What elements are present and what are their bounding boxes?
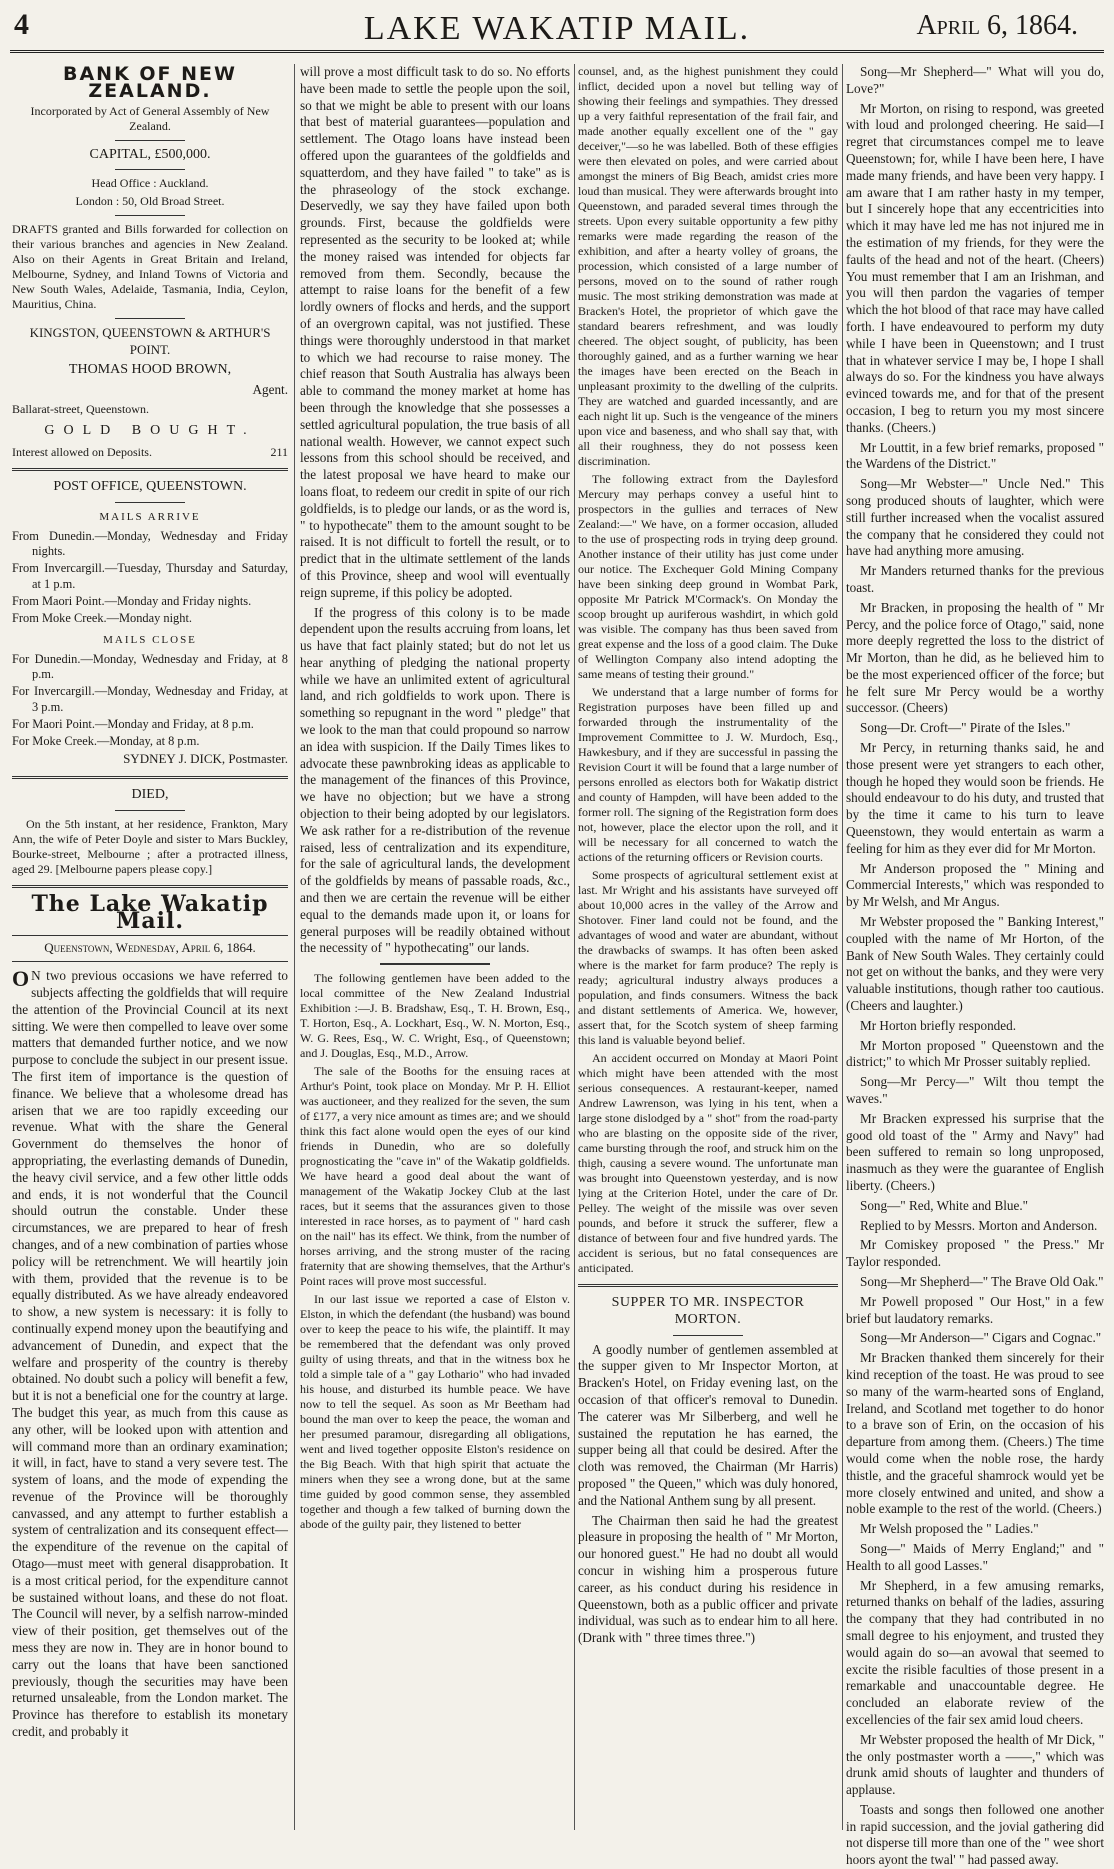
- effigies-item: counsel, and, as the highest punishment they could inflict, decided upon a novel but telling way of showing their feelings and sympathies. They dressed up a very faithful representation of the frail fair, and made another equally excellent one of the " gay deceiver,"—so he was labelled. Both of these effigies were then elevated on poles, and were carried about amongst the miners of Big Beach, amidst cries more loud than musical. They were afterwards brought into Queenstown, and paraded several times through the streets. Upon every suitable opportunity a few pithy remarks were made regarding the reason of the exhibition, and after a hearty volley of groans, the procession, which consisted of a large number of persons, moved on to the sound of rather rough music. The most striking demonstration was made at Bracken's Hotel, the proprietor of which gave the standard bearers refreshment, and was loudly cheered. The object sought, of publicity, has been thoroughly gained, and as a further warning we hear the images have been erected on the Beach in unpleasant proximity to the dwelling of the culprits. They are watched and guarded incessantly, and are each night lit up. Such is the vengeance of the miners upon vice and baseness, and who shall say that, with all their roughness, they do not possess keen discrimination.: [578, 64, 838, 468]
- divider: [12, 961, 288, 962]
- advert-number: 211: [270, 445, 288, 460]
- editorial-text: N two previous occasions we have referred to subjects affecting the goldfields that will require the attention of the Provincial Council at its next sitting. We were then compelled to leave over some matters that demanded further notice, and we now purpose to conclude the subject in our present issue. The first item of importance is the question of finance. We believe that a wholesome dread has arisen that we are too rapidly exceeding our revenue. What with the share the General Government do themselves the honor of appropriating, the everlasting demands of Dunedin, the heavy civil service, and a few other little odds and ends, it is not wonderful that the Council should outrun the constable. Under these circumstances, we are prepared to hear of fresh changes, and of a new combination of parties whose policy will be retrenchment. We will heartily join with them, provided that the revenue is to be equally distributed. As we have already endeavored to show, a new system is necessary: it is folly to continually expend money upon the beautifying and advancement of Dunedin, and expect that the welfare and prosperity of the country is thereby obtained. No doubt such a policy will benefit a few, but it is not a beneficial one for the country at large. The budget this year, as much from this cause as any other, will be looked upon with attention and will command more than an ordinary examination; it will, in fact, have to stand a very severe test. The system of loans, and the mode of expending the revenue of the Province will be thoroughly canvassed, and any attempt to further establish a system of centralization and its consequent effect—the expenditure of the revenue on the capital of Otago—must meet with general disapprobation. It is a most critical period, for the expenditure cannot be sustained without loans, and these do not float. The Council will never, by a selfish narrow-minded view of their position, get themselves out of the mess they are now in. They are in honor bound to carry out the loans that have been sanctioned previously, though the securities may have been returned unsaleable, from the London market. The Province has therefore to establish its monetary credit, and probably it: [12, 968, 288, 1740]
- editorial-dateline: Queenstown, Wednesday, April 6, 1864.: [44, 940, 256, 956]
- section-rule: [12, 885, 288, 888]
- died-notice: On the 5th instant, at her residence, Frankton, Mary Ann, the wife of Peter Doyle and sister to Mars Buckley, Bourke-street, Melbourne ; after a protracted illness, aged 29. [Melbourne papers please copy.]: [12, 816, 288, 876]
- bank-branch: KINGSTON, QUEENSTOWN & ARTHUR'S POINT.: [29, 325, 271, 358]
- mail-close-line: For Invercargill.—Monday, Wednesday and Friday, at 3 p.m.: [12, 684, 288, 714]
- supper-paragraph: Mr Morton proposed " Queenstown and the district;" to which Mr Prosser suitably replied.: [846, 1037, 1104, 1070]
- mail-arrive-line: From Maori Point.—Monday and Friday nights.: [12, 593, 252, 608]
- masthead: [10, 8, 1104, 54]
- divider: [115, 318, 185, 319]
- mail-arrive-line: From Invercargill.—Tuesday, Thursday and Saturday, at 1 p.m.: [12, 561, 288, 591]
- supper-paragraph: Mr Louttit, in a few brief remarks, proposed " the Wardens of the District.": [846, 439, 1104, 472]
- bank-capital: CAPITAL, £500,000.: [89, 146, 211, 162]
- divider: [115, 140, 185, 141]
- supper-paragraph: A goodly number of gentlemen assembled at the supper given to Mr Inspector Morton, at Bracken's Hotel, on Friday evening last, on the occasion of that officer's removal to Dunedin. The caterer was Mr Silberberg, and well he sustained the reputation he has earned, the supper being all that could be desired. After the cloth was removed, the Chairman (Mr Harris) proposed " the Queen," which was duly honored, and the National Anthem sung by all present.: [578, 1341, 838, 1508]
- column-divider: [294, 64, 295, 1830]
- supper-heading: SUPPER TO MR. INSPECTOR MORTON.: [611, 1295, 805, 1327]
- divider: [115, 502, 185, 503]
- supper-paragraph: Mr Bracken, in proposing the health of " Mr Percy, and the police force of Otago," said, none more deeply regretted the loss to the district of Mr Morton, than he did, as he believed him to be the most experienced officer of the force; but he felt sure Mr Percy would be a worthy successor. (Cheers): [846, 599, 1104, 716]
- supper-paragraph: Mr Bracken expressed his surprise that the good old toast of the " Army and Navy" had been suffered to remain so long unproposed, inasmuch as they were the guarantee of English liberty. (Cheers.): [846, 1110, 1104, 1193]
- gold-bought-notice: GOLD BOUGHT.: [44, 422, 256, 438]
- section-rule: [12, 776, 288, 779]
- divider: [12, 935, 288, 936]
- column-3: [578, 64, 838, 1830]
- divider: [115, 215, 185, 216]
- column-divider: [842, 64, 843, 1830]
- masthead-rule: [10, 50, 1104, 53]
- mail-arrive-line: From Dunedin.—Monday, Wednesday and Friday nights.: [12, 528, 288, 559]
- divider: [115, 169, 185, 170]
- supper-paragraph: Mr Bracken thanked them sincerely for their kind reception of the toast. He was proud to see so many of the warm-hearted sons of England, Ireland, and Scotland met together to do honor to a brave son of Erin, on the occasion of his departure from among them. (Cheers.) The time would come when the noble rose, the hardy thistle, and the graceful shamrock would yet be more closely entwined and united, and show a noble example to the rest of the world. (Cheers.): [846, 1350, 1104, 1517]
- column-4: [846, 64, 1104, 1868]
- mail-close-line: For Maori Point.—Monday and Friday, at 8 p.m.: [12, 716, 254, 731]
- drop-cap: O: [12, 966, 30, 992]
- mails-arrive-heading: MAILS ARRIVE: [99, 511, 201, 524]
- newspaper-page: [10, 8, 1104, 1868]
- supper-paragraph: The Chairman then said he had the greatest pleasure in proposing the health of " Mr Morton, our honored guest." He had no doubt all would concur in wishing him a prosperous future career, as his conduct during his residence in Queenstown, both as a public officer and private individual, was such as to endear him to all here. (Drank with " three times three."): [578, 1512, 838, 1646]
- bank-advert-title: BANK OF NEW ZEALAND.: [62, 63, 237, 102]
- bank-incorporation: Incorporated by Act of General Assembly of New Zealand.: [30, 103, 270, 133]
- agricultural-settlement-item: Some prospects of agricultural settlement exist at last. Mr Wright and his assistants have surveyed off about 10,000 acres in the valley of the Arrow and Shotover. Finer land could not be found, and the advantages of wood and water are abundant, without the drawbacks of swamps. It has often been asked where is the market for farm produce? The reply is ready; agricultural industry always produces a population, and finds consumers. Witness the back and distant settlements of America. We, however, assert that, for the Scotch system of sheep farming this land is valuable beyond belief.: [578, 868, 838, 1047]
- issue-date: April 6, 1864.: [916, 10, 1078, 41]
- divider: [673, 1335, 743, 1336]
- supper-paragraph: Mr Shepherd, in a few amusing remarks, returned thanks on behalf of the ladies, assuring the company that they had contributed in no small degree to his enjoyment, and trusted they would again do so—an avowal that seemed to excite the risible faculties of those present in a remarkable and unaccountable degree. He concluded an elaborate review of the excellencies of the fair sex amid loud cheers.: [846, 1577, 1104, 1727]
- supper-paragraph: Mr Webster proposed the health of Mr Dick, " the only postmaster worth a ——," which was drunk amid shouts of laughter and thunders of applause.: [846, 1731, 1104, 1798]
- article-separator: [380, 963, 490, 965]
- supper-paragraph: Song—Mr Anderson—" Cigars and Cognac.": [860, 1330, 1102, 1346]
- post-office-title: POST OFFICE, QUEENSTOWN.: [53, 479, 247, 495]
- divider: [115, 810, 185, 811]
- supper-paragraph: Mr Comiskey proposed " the Press." Mr Taylor responded.: [846, 1237, 1104, 1270]
- supper-paragraph: Song—" Maids of Merry England;" and " Health to all good Lasses.": [846, 1540, 1104, 1573]
- bank-london-office: London : 50, Old Broad Street.: [75, 194, 225, 209]
- mail-arrive-line: From Moke Creek.—Monday night.: [12, 610, 192, 625]
- supper-paragraph: Replied to by Messrs. Morton and Anderson.: [860, 1217, 1098, 1233]
- editorial-paragraph: [12, 968, 288, 1741]
- supper-paragraph: Song—Mr Webster—" Uncle Ned." This song produced shouts of laughter, which were still further increased when the vocalist assured the company that he considered they could not have had anything more amusing.: [846, 476, 1104, 559]
- section-rule: [12, 468, 288, 471]
- editorial-continued: will prove a most difficult task to do so. No efforts have been made to settle the people upon the soil, so that we might be able to present with our loans that best of material guarantees—population and settlement. The Otago loans have instead been offered upon the guarantees of the goldfields and squatterdom, and they have failed " to take" as is the phraseology of the stock exchange. Deservedly, we say they have failed upon both grounds. First, because the goldfields were represented as the security to be looked at; while the money raised was intended for objects far removed from them. Secondly, because the attempt to raise loans for the benefit of a few lordly owners of flocks and herds, and the support of an overgrown capital, was not justified. These things were thoroughly understood in that market to which we had recourse to raise money. The chief reason that South Australia has always been able to command the money market at home has been through the knowledge that she possesses a settled agricultural population, the true basis of all national wealth. However, we cannot expect such lessons from this school should be received, and the latest proposal we have heard to make our loans float, to redeem our credit in spite of our rich goldfields, is to pledge our lands, or as the word is, " to hypothecate" them to the amount sought to be raised. It is not difficult to fortell the result, or to predict that in the ultimate settlement of the lands of this Province, sheep and wool will eventually reign supreme, if this policy be adopted.: [300, 64, 570, 600]
- races-booths-item: The sale of the Booths for the ensuing races at Arthur's Point, took place on Monday. Mr P. H. Elliot was auctioneer, and they realized for the seven, the sum of £177, a very nice amount as times are; and we should think this fact alone would open the eyes of our kind friends in Dunedin, who are so dolefully prognosticating the "cave in" of the Wakatip goldfields. We have heard a good deal about the want of management of the Wakatip Jockey Club at the last races, but it seems that the assurances given to those interested in race horses, as to payment of " hard cash on the nail" has its effect. We think, from the number of horses arriving, and the strong muster of the racing fraternity that are showing themselves, that the Arthur's Point races will prove most successful.: [300, 1064, 570, 1289]
- supper-paragraph: Mr Percy, in returning thanks said, he and those present were yet strangers to each other, though he hoped they would soon be friends. He should endeavour to do his duty, and trusted that by the time it came to his turn to leave Queenstown, they would entertain as warm a feeling for him as they ever did for Mr Morton.: [846, 740, 1104, 856]
- supper-paragraph: Mr Webster proposed the " Banking Interest," coupled with the name of Mr Horton, of the Bank of New South Wales. They certainly could not get on without the banks, and they were very valuable institutions, though rather too cautious. (Cheers and laughter.): [846, 914, 1104, 1014]
- daylesford-extract: The following extract from the Daylesford Mercury may perhaps convey a useful hint to prospectors in the gullies and terraces of New Zealand:—" We have, on a former occasion, alluded to the use of prospecting rods in trying deep ground. Another instance of their utility has just come under our notice. The Exchequer Gold Mining Company have been sinking deep ground in Wombat Park, opposite Mr Patrick M'Cormack's. On Monday the scoop brought up auriferous washdirt, in which gold was visible. The company has thus been saved from great expense and the loss of a good claim. The Duke of Wellington Company also intend adopting the same means of testing their ground.": [578, 472, 838, 681]
- column-divider: [574, 64, 575, 1830]
- supper-paragraph: Song—Dr. Croft—" Pirate of the Isles.": [860, 720, 1071, 736]
- mails-close-heading: MAILS CLOSE: [103, 634, 197, 647]
- page-number: 4: [14, 8, 29, 41]
- supper-paragraph: Mr Horton briefly responded.: [860, 1017, 1017, 1033]
- exhibition-committee-item: The following gentlemen have been added to the local committee of the New Zealand Industrial Exhibition :—J. B. Bradshaw, Esq., T. H. Brown, Esq., T. Horton, Esq., A. Lockhart, Esq., W. N. Morton, Esq., W. G. Rees, Esq., W. C. Wright, Esq., of Queenstown; and J. Douglas, Esq., M.D., Arrow.: [300, 971, 570, 1061]
- supper-paragraph: Song—Mr Shepherd—" The Brave Old Oak.": [860, 1273, 1104, 1289]
- interest-notice: [12, 445, 288, 460]
- supper-paragraph: Mr Anderson proposed the " Mining and Commercial Interests," which was responded to by Mr Welsh, and Mr Angus.: [846, 860, 1104, 910]
- supper-paragraph: Mr Powell proposed " Our Host," in a few brief but laudatory remarks.: [846, 1293, 1104, 1326]
- editorial-paragraph: If the progress of this colony is to be made dependent upon the results accruing from loans, let us have that fact plainly stated; but do not let us hear anything of pledging the national property while we have an unlimited extent of agricultural land, and rich goldfields to work upon. There is something so repugnant in the word " pledge" that we look to the man that could propound so narrow an idea with suspicion. If the Daily Times likes to advocate these pawnbroking ideas as applicable to the management of the finances of this Province, we have no objection; but we have a strong objection to their being adopted by our legislators. We ask rather for a re-distribution of the revenue raised, less of centralization and its expenditure, for the sale of agricultural lands, the development of the goldfields by means of passable roads, &c., and then we are certain the revenue will be either equal to the demands made upon it, or loans for general purposes will be readily obtained without the necessity of " hypothecating" our lands.: [300, 604, 570, 956]
- died-heading: DIED,: [131, 787, 169, 802]
- supper-paragraph: Mr Welsh proposed the " Ladies.": [860, 1521, 1039, 1537]
- section-rule: [578, 1284, 838, 1287]
- column-2: [300, 64, 570, 1830]
- supper-paragraph: Song—Mr Shepherd—" What will you do, Love?": [846, 64, 1104, 96]
- newspaper-title: LAKE WAKATIP MAIL.: [363, 10, 751, 47]
- interest-text: Interest allowed on Deposits.: [12, 445, 152, 460]
- bank-agent-name: THOMAS HOOD BROWN,: [68, 361, 232, 377]
- accident-item: An accident occurred on Monday at Maori Point which might have been attended with the most serious consequences. A restaurant-keeper, named Andrew Lawrenson, was lying in his tent, when a large stone dislodged by a " shot" from the road-party who are blasting on the opposite side of the river, came bursting through the roof, and struck him on the thigh, causing a severe wound. The unfortunate man was brought into Queenstown yesterday, and is now lying at the Criterion Hotel, under the care of Dr. Pelley. The weight of the missile was over seven pounds, and before it struck the sufferer, flew a distance of between four and five hundred yards. The accident is serious, but no fatal consequences are anticipated.: [578, 1051, 838, 1275]
- supper-paragraph: Song—" Red, White and Blue.": [860, 1197, 1029, 1213]
- bank-agent-title: Agent.: [252, 381, 288, 397]
- mail-close-line: For Moke Creek.—Monday, at 8 p.m.: [12, 734, 200, 748]
- supper-paragraph: Song—Mr Percy—" Wilt thou tempt the waves.": [846, 1074, 1104, 1107]
- elston-case-item: In our last issue we reported a case of Elston v. Elston, in which the defendant (the husband) was bound over to keep the peace to his wife, the plaintiff. It may be remembered that the defendant was only proved guilty of using threats, and that in the witness box he told a simple tale of a " gay Lothario" who had invaded his house, and disturbed its humble peace. We have now to tell the sequel. As soon as Mr Beetham had bound the man over to keep the peace, the woman and her presumed paramour, disregarding all obligations, went and lived together opposite Elston's residence on the Big Beach. With that high spirit that actuate the miners when they see a wrong done, but at the same time guided by good common sense, they assembled together and though a few talked of burning down the abode of the guilty pair, they listened to better: [300, 1292, 570, 1532]
- bank-address: Ballarat-street, Queenstown.: [12, 401, 149, 416]
- registration-item: We understand that a large number of forms for Registration purposes have been filled up and forwarded through the instrumentality of the Improvement Committee to J. W. Murdoch, Esq., Hawkesbury, and if they are successful in passing the Revision Court it will be found that a large number of persons enrolled as electors both for Wakatip district and county of Hampden, will have been added to the former roll. The signing of the Registration form does not, however, place the elector upon the roll, and it will be necessary for all concerned to watch the actions of the returning officers or Revision courts.: [578, 685, 838, 864]
- bank-drafts-text: DRAFTS granted and Bills forwarded for collection on their various branches and agencies in New Zealand. Also on their Agents in Great Britain and Ireland, Melbourne, Sydney, and Inland Towns of Victoria and New South Wales, Adelaide, Tasmania, India, Ceylon, Mauritius, China.: [12, 222, 288, 312]
- column-1: [12, 64, 288, 1830]
- supper-paragraph: Mr Manders returned thanks for the previous toast.: [846, 563, 1104, 595]
- paper-title: The Lake Wakatip Mail.: [31, 890, 269, 934]
- supper-paragraph: Mr Morton, on rising to respond, was greeted with loud and prolonged cheering. He said—I regret that circumstances compel me to leave Queenstown; for, while I have been here, I have made many friends, and have been very happy. I am aware that I am rather hasty in my temper, but I sincerely hope that any eccentricities into which it may have led me has not injured me in the estimation of my friends, for they were the faults of the head and not of the heart. (Cheers) You must remember that I am an Irishman, and you will then pardon the vagaries of temper which the hot blood of that race may have called forth. I have endeavoured to perform my duty while I have been in Queenstown; and I trust that in whatever service I may be, I hope I shall always do so. For the kindness you have always evinced towards me, and for that of the present occasion, I beg to return you my most sincere thanks. (Cheers.): [846, 100, 1104, 435]
- bank-head-office: Head Office : Auckland.: [91, 176, 209, 191]
- mail-close-line: For Dunedin.—Monday, Wednesday and Friday, at 8 p.m.: [12, 651, 288, 682]
- supper-paragraph: Toasts and songs then followed one another in rapid succession, and the jovial gathering did not disperse till more than one of the " wee short hoors ayont the twal' " had passed away.: [846, 1801, 1104, 1868]
- postmaster-signature: SYDNEY J. DICK, Postmaster.: [123, 751, 288, 767]
